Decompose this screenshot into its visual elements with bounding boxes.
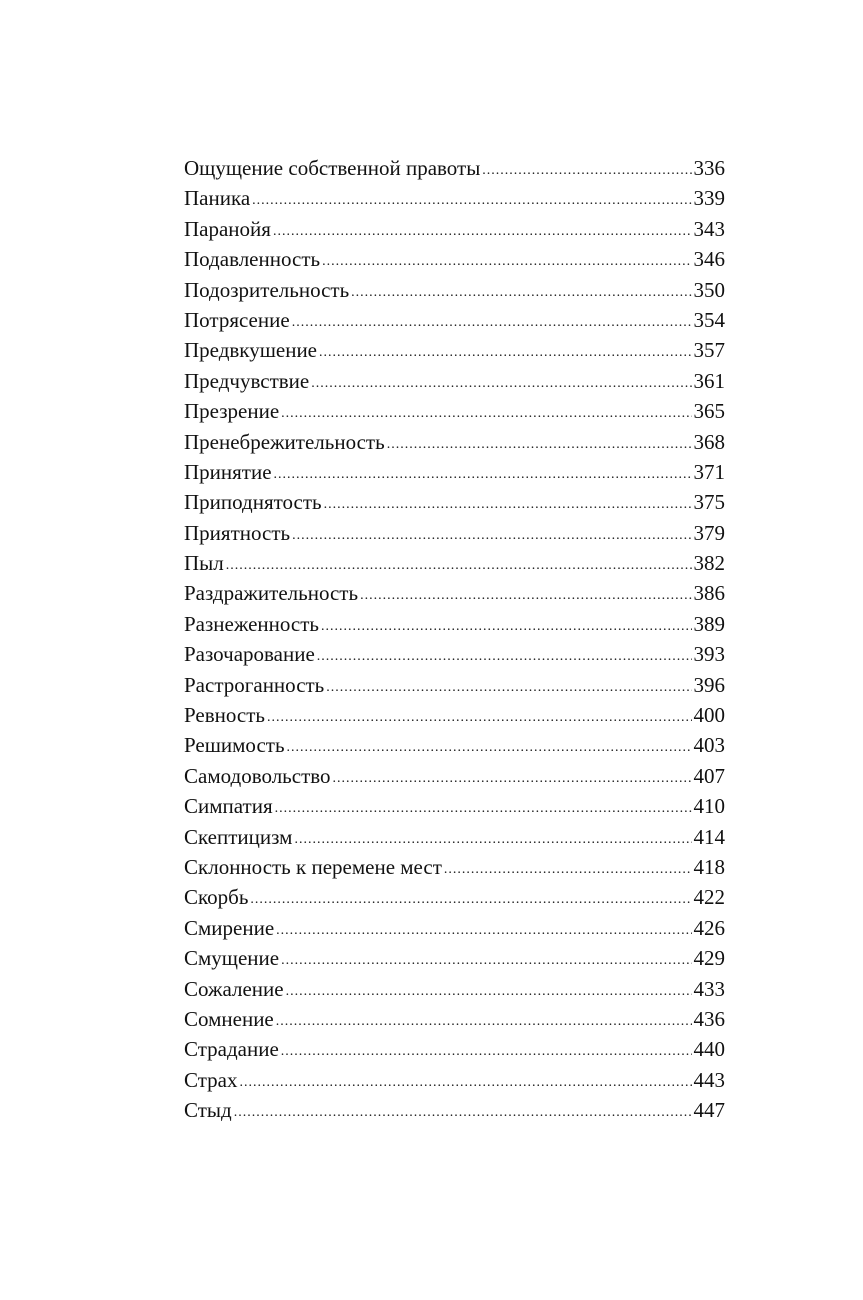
toc-entry-page-number: 440: [693, 1037, 725, 1062]
toc-entry-page-number: 426: [693, 915, 725, 940]
dot-leader: [250, 892, 691, 908]
toc-entry: [184, 825, 725, 855]
toc-entry-page-number: 429: [693, 946, 725, 971]
toc-entry-page-number: 354: [693, 307, 725, 332]
dot-leader: [333, 771, 692, 787]
toc-entry-page-number: 403: [693, 733, 725, 758]
toc-entry-page-number: 339: [693, 186, 725, 211]
dot-leader: [482, 163, 691, 179]
toc-entry-page-number: 371: [693, 459, 725, 484]
dot-leader: [281, 406, 691, 422]
toc-entry-page-number: 396: [693, 672, 725, 697]
toc-entry-page-number: 389: [693, 611, 725, 636]
dot-leader: [326, 680, 691, 696]
toc-entry-page-number: 436: [693, 1006, 725, 1031]
toc-entry: [184, 1037, 725, 1067]
toc-entry-title: Разочарование: [184, 642, 315, 667]
dot-leader: [287, 740, 692, 756]
toc-entry-title: Приятность: [184, 520, 291, 545]
dot-leader: [252, 193, 691, 209]
toc-entry-title: Растроганность: [184, 672, 325, 697]
toc-entry: [184, 1098, 725, 1128]
toc-entry: [184, 399, 725, 429]
toc-entry: [184, 460, 725, 490]
toc-entry-page-number: 393: [693, 642, 725, 667]
toc-entry-title: Приподнятость: [184, 490, 322, 515]
toc-entry-title: Смущение: [184, 946, 280, 971]
dot-leader: [311, 376, 691, 392]
toc-entry: [184, 308, 725, 338]
toc-entry: [184, 916, 725, 946]
toc-entry: [184, 794, 725, 824]
toc-entry-page-number: 414: [693, 824, 725, 849]
toc-entry-title: Решимость: [184, 733, 285, 758]
toc-entry-page-number: 400: [693, 703, 725, 728]
toc-entry-title: Ревность: [184, 703, 265, 728]
dot-leader: [294, 832, 691, 848]
toc-entry-page-number: 443: [693, 1067, 725, 1092]
toc-entry-page-number: 368: [693, 429, 725, 454]
toc-entry: [184, 551, 725, 581]
toc-entry-page-number: 433: [693, 976, 725, 1001]
toc-entry-page-number: 386: [693, 581, 725, 606]
toc-entry-page-number: 365: [693, 399, 725, 424]
toc-entry-title: Скептицизм: [184, 824, 293, 849]
toc-entry-page-number: 346: [693, 247, 725, 272]
toc-entry-title: Страх: [184, 1067, 238, 1092]
dot-leader: [324, 497, 692, 513]
toc-entry: [184, 1007, 725, 1037]
toc-entry-page-number: 382: [693, 551, 725, 576]
toc-entry-page-number: 418: [693, 854, 725, 879]
dot-leader: [281, 1044, 692, 1060]
toc-entry: [184, 855, 725, 885]
dot-leader: [444, 862, 692, 878]
toc-entry-page-number: 422: [693, 885, 725, 910]
toc-entry: [184, 673, 725, 703]
toc-entry-page-number: 336: [693, 156, 725, 180]
dot-leader: [267, 710, 692, 726]
toc-entry-title: Разнеженность: [184, 611, 319, 636]
toc-entry-page-number: 379: [693, 520, 725, 545]
toc-entry-title: Смирение: [184, 915, 275, 940]
dot-leader: [319, 345, 691, 361]
toc-entry: [184, 1068, 725, 1098]
dot-leader: [273, 224, 692, 240]
toc-entry-page-number: 375: [693, 490, 725, 515]
toc-entry: [184, 733, 725, 763]
toc-entry: [184, 186, 725, 216]
toc-entry-title: Симпатия: [184, 794, 273, 819]
toc-entry-title: Стыд: [184, 1098, 232, 1123]
dot-leader: [234, 1105, 692, 1121]
toc-entry-page-number: 447: [693, 1098, 725, 1123]
toc-entry-page-number: 361: [693, 368, 725, 393]
dot-leader: [292, 315, 692, 331]
dot-leader: [274, 467, 692, 483]
toc-entry-page-number: 343: [693, 216, 725, 241]
toc-entry-page-number: 407: [693, 763, 725, 788]
dot-leader: [322, 254, 691, 270]
dot-leader: [239, 1075, 691, 1091]
toc-entry: [184, 885, 725, 915]
dot-leader: [360, 588, 691, 604]
dot-leader: [276, 923, 691, 939]
dot-leader: [276, 1014, 692, 1030]
dot-leader: [387, 437, 692, 453]
toc-entry-title: Сожаление: [184, 976, 284, 1001]
toc-entry: [184, 977, 725, 1007]
toc-entry-title: Самодовольство: [184, 763, 331, 788]
toc-entry-title: Пренебрежительность: [184, 429, 385, 454]
dot-leader: [321, 619, 692, 635]
toc-entry-title: Склонность к перемене мест: [184, 854, 442, 879]
toc-entry-title: Раздражительность: [184, 581, 359, 606]
dot-leader: [351, 285, 691, 301]
toc-entry: [184, 369, 725, 399]
dot-leader: [286, 984, 692, 1000]
dot-leader: [226, 558, 692, 574]
toc-entry-title: Предвкушение: [184, 338, 318, 363]
toc-entry-title: Принятие: [184, 459, 272, 484]
toc-entry: [184, 247, 725, 277]
table-of-contents: [184, 156, 725, 1129]
toc-entry-title: Страдание: [184, 1037, 279, 1062]
toc-entry: [184, 217, 725, 247]
toc-entry: [184, 278, 725, 308]
toc-entry-title: Потрясение: [184, 307, 290, 332]
toc-entry: [184, 703, 725, 733]
dot-leader: [275, 801, 692, 817]
toc-entry-title: Подозрительность: [184, 277, 350, 302]
toc-entry-title: Презрение: [184, 399, 280, 424]
toc-entry-title: Паника: [184, 186, 251, 211]
toc-entry-page-number: 357: [693, 338, 725, 363]
toc-entry-title: Пыл: [184, 551, 224, 576]
toc-entry-page-number: 410: [693, 794, 725, 819]
toc-entry: [184, 490, 725, 520]
toc-entry-title: Ощущение собственной правоты: [184, 156, 481, 180]
toc-entry-title: Предчувствие: [184, 368, 310, 393]
toc-entry: [184, 764, 725, 794]
toc-entry-title: Паранойя: [184, 216, 271, 241]
dot-leader: [281, 953, 691, 969]
toc-entry: [184, 521, 725, 551]
toc-entry-title: Скорбь: [184, 885, 249, 910]
toc-entry: [184, 156, 725, 186]
toc-entry: [184, 612, 725, 642]
dot-leader: [292, 528, 691, 544]
toc-entry-title: Сомнение: [184, 1006, 274, 1031]
toc-entry-page-number: 350: [693, 277, 725, 302]
toc-entry-title: Подавленность: [184, 247, 321, 272]
toc-entry: [184, 642, 725, 672]
toc-entry: [184, 430, 725, 460]
toc-entry: [184, 581, 725, 611]
toc-entry: [184, 338, 725, 368]
dot-leader: [317, 649, 692, 665]
toc-entry: [184, 946, 725, 976]
